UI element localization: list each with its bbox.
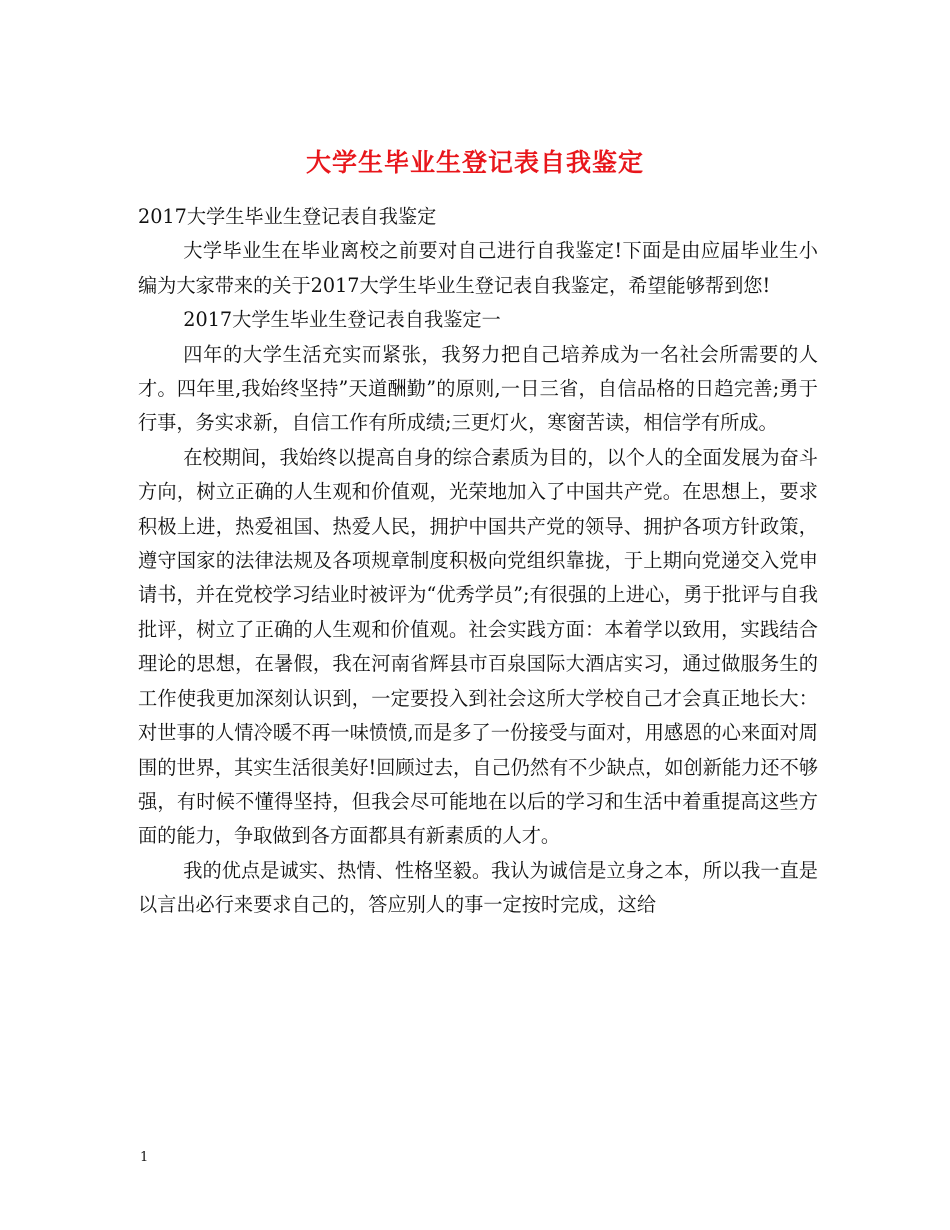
- document-body: [138, 200, 818, 923]
- paragraph: 四年的大学生活充实而紧张，我努力把自己培养成为一名社会所需要的人才。四年里,我始终坚持”天道酬勤”的原则,一日三省，自信品格的日趋完善;勇于行事，务实求新，自信工作有所成绩;三更灯火，寒窗苦读，相信学有所成。: [138, 342, 818, 435]
- page-number: 1: [140, 1150, 149, 1165]
- paragraph: 我的优点是诚实、热情、性格坚毅。我认为诚信是立身之本，所以我一直是以言出必行来要求自己的，答应别人的事一定按时完成，这给: [138, 858, 818, 917]
- document-title: 大学生毕业生登记表自我鉴定: [305, 147, 644, 177]
- paragraph-section-heading: 2017大学生毕业生登记表自我鉴定一: [183, 308, 501, 332]
- paragraph-intro: 大学毕业生在毕业离校之前要对自己进行自我鉴定!下面是由应届毕业生小编为大家带来的关于2017大学生毕业生登记表自我鉴定，希望能够帮到您!: [138, 239, 818, 297]
- paragraph: 在校期间，我始终以提高自身的综合素质为目的，以个人的全面发展为奋斗方向，树立正确的人生观和价值观，光荣地加入了中国共产党。在思想上，要求积极上进，热爱祖国、热爱人民，拥护中国共产党的领导、拥护各项方针政策，遵守国家的法律法规及各项规章制度积极向党组织靠拢，于上期向党递交入党申请书，并在党校学习结业时被评为“优秀学员”;有很强的上进心，勇于批评与自我批评，树立了正确的人生观和价值观。社会实践方面：本着学以致用，实践结合理论的思想，在暑假，我在河南省辉县市百泉国际大酒店实习，通过做服务生的工作使我更加深刻认识到，一定要投入到社会这所大学校自己才会真正地长大：对世事的人情冷暖不再一味愤愤,而是多了一份接受与面对，用感恩的心来面对周围的世界，其实生活很美好!回顾过去，自己仍然有不少缺点，如创新能力还不够强，有时候不懂得坚持，但我会尽可能地在以后的学习和生活中着重提高这些方面的能力，争取做到各方面都具有新素质的人才。: [138, 445, 818, 848]
- paragraph-subtitle: 2017大学生毕业生登记表自我鉴定: [138, 205, 437, 228]
